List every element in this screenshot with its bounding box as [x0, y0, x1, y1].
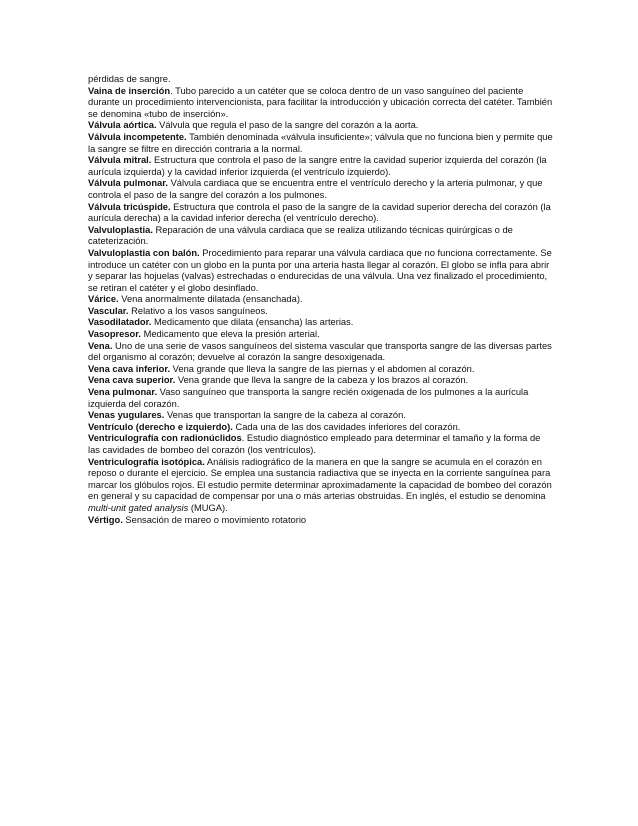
- glossary-definition: Medicamento que dilata (ensancha) las arterias.: [151, 317, 354, 328]
- glossary-entry: [88, 120, 553, 132]
- glossary-definition: Vaso sanguíneo que transporta la sangre recién oxigenada de los pulmones a la aurícula izquierda del corazón.: [88, 387, 529, 409]
- glossary-term: Válvula incompetente.: [88, 131, 187, 142]
- glossary-entry: [88, 387, 553, 410]
- glossary-term: Vaina de inserción: [88, 85, 171, 96]
- glossary-definition: Sensación de mareo o movimiento rotatorio: [122, 514, 307, 525]
- glossary-entry: [88, 248, 553, 294]
- glossary-definition: Uno de una serie de vasos sanguíneos del sistema vascular que transporta sangre de las diversas partes del organismo al corazón; devuelve al corazón la sangre desoxigenada.: [88, 340, 552, 363]
- glossary-term: Vasopresor.: [88, 329, 141, 340]
- glossary-entry: [88, 155, 553, 178]
- glossary-term: Válvula tricúspide.: [88, 201, 171, 212]
- glossary-term: Vasodilatador.: [88, 317, 152, 328]
- glossary-entry: [88, 317, 553, 329]
- glossary-term: Ventrículo (derecho e izquierdo).: [88, 421, 233, 432]
- glossary-entry: [88, 457, 553, 515]
- glossary-entry: [88, 202, 553, 225]
- glossary-entry: [88, 375, 553, 387]
- glossary-term: Valvuloplastia.: [88, 224, 153, 235]
- glossary-term: Vértigo.: [88, 514, 123, 525]
- glossary-definition: Venas que transportan la sangre de la cabeza al corazón.: [164, 410, 406, 421]
- glossary-entry: [88, 306, 553, 318]
- glossary-entry: [88, 515, 553, 527]
- glossary-definition: Relativo a los vasos sanguíneos.: [128, 305, 268, 316]
- glossary-definition: Vena anormalmente dilatada (ensanchada).: [118, 294, 303, 305]
- glossary-entry: [88, 364, 553, 376]
- glossary-entry: [88, 178, 553, 201]
- glossary-entry: [88, 225, 553, 248]
- glossary-definition: Cada una de las dos cavidades inferiores del corazón.: [232, 421, 461, 432]
- glossary-entry: [88, 433, 553, 456]
- glossary-definition: . Estudio diagnóstico empleado para determinar el tamaño y la forma de las cavidades de bombeo del corazón (los ventrículos).: [88, 433, 541, 455]
- glossary-entry: [88, 329, 553, 341]
- glossary-entry: [88, 341, 553, 364]
- glossary-definition: Análisis radiográfico de la manera en que la sangre se acumula en el corazón en reposo o durante el ejercicio. Se emplea una sustancia radiactiva que se inyecta en la corriente sanguínea para marcar los glóbulos rojos. El estudio permite determinar aproximadamente la capacidad de bombeo del corazón en general y su capacidad de compensar por una o más arterias obstruidas. En inglés, el estudio se denomina: [88, 456, 552, 502]
- glossary-definition: Medicamento que eleva la presión arterial.: [140, 329, 320, 340]
- glossary-page: [88, 74, 553, 526]
- glossary-term: Vena.: [88, 340, 113, 351]
- glossary-term: Válvula pulmonar.: [88, 178, 168, 189]
- glossary-entry: [88, 132, 553, 155]
- glossary-definition: . Tubo parecido a un catéter que se coloca dentro de un vaso sanguíneo del paciente durante un procedimiento intervencionista, para facilitar la introducción y ubicación correcta del catéter. También se denomina «tubo de inserción».: [88, 85, 553, 119]
- glossary-term: Ventriculografía con radionúclidos: [88, 433, 242, 444]
- glossary-term: Válvula aórtica.: [88, 120, 157, 131]
- glossary-foreign-term: multi-unit gated analysis: [88, 502, 189, 513]
- glossary-definition: Vena grande que lleva la sangre de la cabeza y los brazos al corazón.: [175, 375, 469, 386]
- glossary-definition: Procedimiento para reparar una válvula cardiaca que no funciona correctamente. Se introduce un catéter con un globo en la punta por una arteria hasta llegar al corazón. El globo se infla para abrir y separar las hojuelas (valvas) estrechadas o endurecidas de una válvula. Una vez finalizado el procedimiento, se retiran el catéter y el globo desinflado.: [88, 247, 552, 293]
- glossary-entry: [88, 294, 553, 306]
- glossary-term: Venas yugulares.: [88, 410, 165, 421]
- glossary-term: Vena cava superior.: [88, 375, 176, 386]
- glossary-term: Vascular.: [88, 305, 129, 316]
- glossary-definition: Válvula cardiaca que se encuentra entre el ventrículo derecho y la arteria pulmonar, y que controla el paso de la sangre del corazón a los pulmones.: [88, 178, 543, 200]
- glossary-definition: Estructura que controla el paso de la sangre de la cavidad superior derecha del corazón (la aurícula derecha) a la cavidad inferior derecha (el ventrículo derecho).: [88, 201, 551, 224]
- glossary-term: Valvuloplastia con balón.: [88, 247, 200, 258]
- glossary-definition: Estructura que controla el paso de la sangre entre la cavidad superior izquierda del corazón (la aurícula izquierda) y la cavidad inferior izquierda (el ventrículo izquierdo).: [88, 155, 547, 177]
- glossary-term: Válvula mitral.: [88, 155, 152, 166]
- glossary-term: Várice.: [88, 294, 119, 305]
- glossary-term: Vena cava inferior.: [88, 363, 171, 374]
- glossary-continuation: pérdidas de sangre.: [88, 74, 171, 84]
- glossary-term: Ventriculografía isotópica.: [88, 456, 205, 467]
- glossary-term: Vena pulmonar.: [88, 387, 158, 398]
- glossary-definition: También denominada «válvula insuficiente»; válvula que no funciona bien y permite que la sangre se filtre en dirección contraria a la normal.: [88, 131, 553, 154]
- glossary-definition-tail: (MUGA).: [188, 502, 228, 513]
- glossary-definition: Reparación de una válvula cardiaca que se realiza utilizando técnicas quirúrgicas o de cateterización.: [88, 224, 513, 247]
- glossary-entry: [88, 410, 553, 422]
- glossary-definition: Válvula que regula el paso de la sangre del corazón a la aorta.: [156, 120, 419, 131]
- glossary-definition: Vena grande que lleva la sangre de las piernas y el abdomen al corazón.: [170, 363, 475, 374]
- glossary-entry: [88, 422, 553, 434]
- glossary-entry: [88, 86, 553, 121]
